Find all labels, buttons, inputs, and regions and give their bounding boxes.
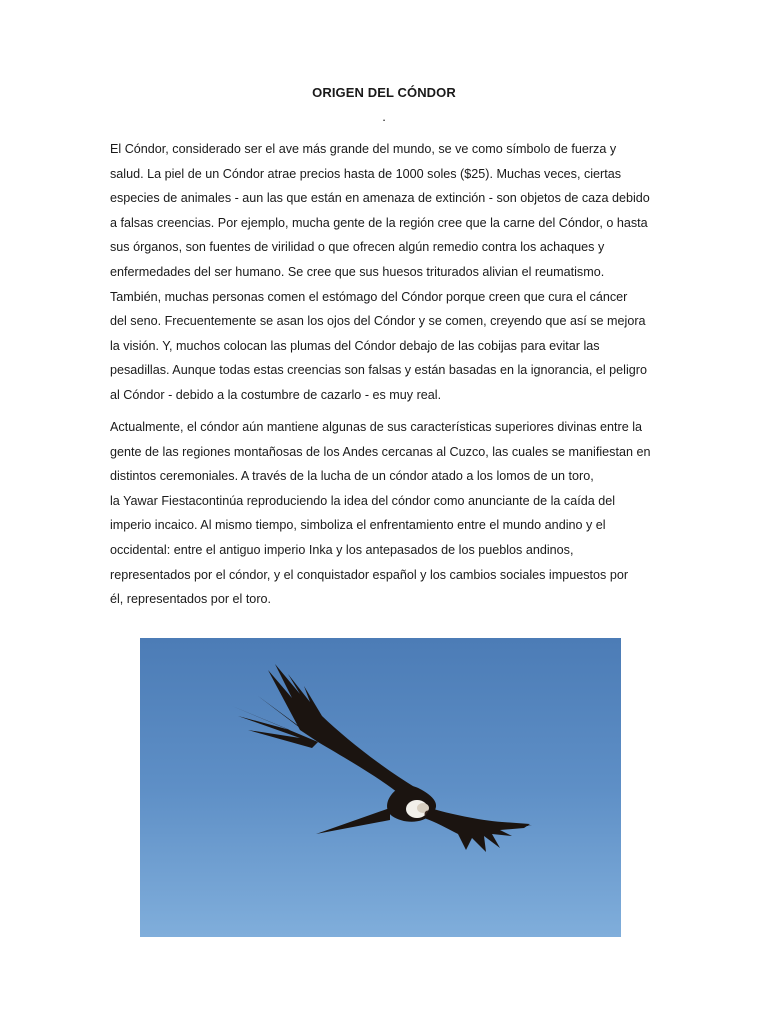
paragraph-line: imperio incaico. Al mismo tiempo, simboliza el enfrentamiento entre el mundo andino y el — [110, 518, 606, 533]
paragraph-line: Actualmente, el cóndor aún mantiene algunas de sus características superiores divinas entre la — [110, 420, 643, 434]
paragraph-line: la Yawar Fiestacontinúa reproduciendo la idea del cóndor como anunciante de la caída del — [110, 493, 616, 508]
paragraph-line: pesadillas. Aunque todas estas creencias son falsas y están basadas en la ignorancia, el peligro — [110, 363, 647, 378]
paragraph-line: al Cóndor - debido a la costumbre de cazarlo - es muy real. — [110, 387, 442, 402]
paragraph-line: distintos ceremoniales. A través de la lucha de un cóndor atado a los lomos de un toro, — [110, 469, 594, 484]
paragraph-2 — [110, 415, 660, 612]
paragraph-line: del seno. Frecuentemente se asan los ojos del Cóndor y se comen, creyendo que así se mejora — [110, 314, 646, 329]
paragraph-line: especies de animales - aun las que están en amenaza de extinción - son objetos de caza debido — [110, 191, 650, 206]
paragraph-line: a falsas creencias. Por ejemplo, mucha gente de la región cree que la carne del Cóndor, o hasta — [110, 215, 648, 230]
paragraph-line: la visión. Y, muchos colocan las plumas del Cóndor debajo de las cobijas para evitar las — [110, 338, 600, 353]
paragraph-1 — [110, 137, 660, 408]
condor-illustration — [140, 638, 621, 937]
paragraph-line: salud. La piel de un Cóndor atrae precios hasta de 1000 soles ($25). Muchas veces, ciertas — [110, 166, 622, 181]
paragraph-line: él, representados por el toro. — [110, 592, 272, 607]
paragraph-line: sus órganos, son fuentes de virilidad o que ofrecen algún remedio contra los achaques y — [110, 240, 605, 255]
paragraph-line: gente de las regiones montañosas de los Andes cercanas al Cuzco, las cuales se manifiestan en — [110, 444, 651, 459]
paragraph-line: También, muchas personas comen el estómago del Cóndor porque creen que cura el cáncer — [110, 289, 628, 304]
document-title: ORIGEN DEL CÓNDOR — [312, 85, 456, 100]
paragraph-line: representados por el cóndor, y el conquistador español y los cambios sociales impuestos por — [110, 567, 629, 582]
paragraph-line: El Cóndor, considerado ser el ave más grande del mundo, se ve como símbolo de fuerza y — [110, 142, 617, 156]
paragraph-line: occidental: entre el antiguo imperio Inka y los antepasados de los pueblos andinos, — [110, 542, 574, 557]
paragraph-line: enfermedades del ser humano. Se cree que sus huesos triturados alivian el reumatismo. — [110, 264, 605, 279]
condor-photo — [140, 638, 621, 937]
title-separator: . — [382, 109, 386, 124]
